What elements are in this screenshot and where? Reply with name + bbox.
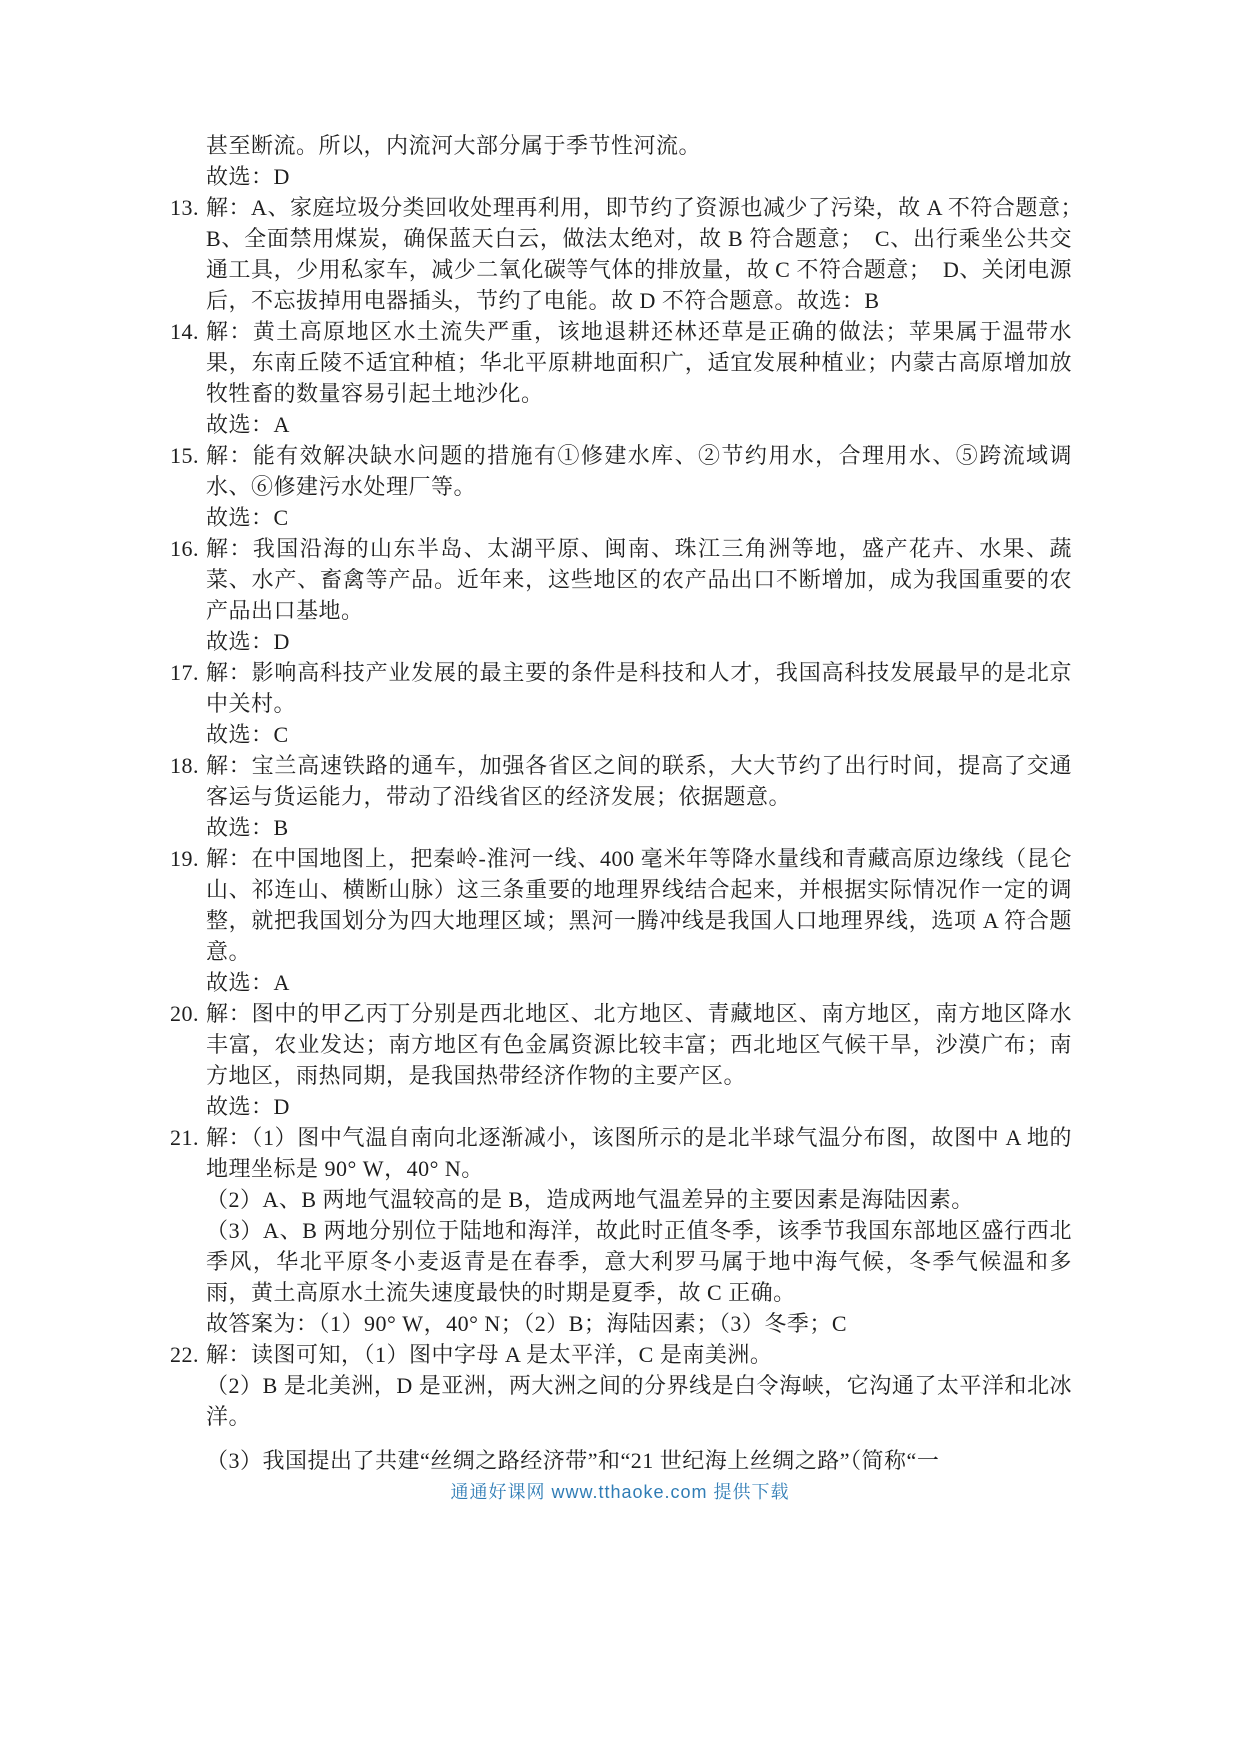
answer-item-13 — [170, 192, 1095, 316]
question-number: 18. — [170, 753, 199, 778]
answer-line: 故选：C — [206, 722, 289, 747]
answer-line: 故选：D — [206, 164, 290, 189]
solution-paragraph: 解：A、家庭垃圾分类回收处理再利用，即节约了资源也减少了污染，故 A 不符合题意； B、全面禁用煤炭，确保蓝天白云，做法太绝对，故 B 符合题意； C、出行乘坐公共交通工具，少用私家车，减少二氧化碳等气体的排放量，故 C 不符合题意； D、关闭电源后，不忘拔掉用电器插头，节约了电能。故 D 不符合题意。故选：B — [206, 195, 1095, 313]
solution-paragraph: 解：影响高科技产业发展的最主要的条件是科技和人才，我国高科技发展最早的是北京中关村。 — [206, 660, 1072, 716]
answer-body — [206, 533, 1072, 657]
question-number: 21. — [170, 1125, 199, 1150]
solution-paragraph: 解：读图可知，（1）图中字母 A 是太平洋，C 是南美洲。 — [206, 1342, 773, 1367]
answer-item-18 — [170, 750, 1072, 843]
solution-paragraph: 解：能有效解决缺水问题的措施有①修建水库、②节约用水，合理用水、⑤跨流域调水、⑥修建污水处理厂等。 — [206, 443, 1072, 499]
question-number: 13. — [170, 195, 199, 220]
solution-paragraph: 解：（1）图中气温自南向北逐渐减小，该图所示的是北半球气温分布图，故图中 A 地的地理坐标是 90° W，40° N。 — [206, 1125, 1072, 1181]
answer-item-16 — [170, 533, 1072, 657]
solution-paragraph: 解：我国沿海的山东半岛、太湖平原、闽南、珠江三角洲等地，盛产花卉、水果、蔬菜、水产、畜禽等产品。近年来，这些地区的农产品出口不断增加，成为我国重要的农产品出口基地。 — [206, 536, 1072, 623]
answer-line: 故选：C — [206, 505, 289, 530]
answer-item-12-continued — [170, 130, 1072, 192]
question-number: 14. — [170, 319, 199, 344]
answer-body — [206, 316, 1072, 440]
answer-body — [206, 440, 1072, 533]
answer-line: 故选：D — [206, 629, 290, 654]
footer-watermark: 通通好课网 www.tthaoke.com 提供下载 — [450, 1482, 790, 1502]
answer-line: 故选：D — [206, 1094, 290, 1119]
answer-line: 故选：A — [206, 412, 290, 437]
solution-paragraph: （3）我国提出了共建“丝绸之路经济带”和“21 世纪海上丝绸之路”（简称“一 — [206, 1448, 940, 1473]
answer-line: 故选：B — [206, 815, 289, 840]
answer-item-21 — [170, 1122, 1072, 1339]
solution-paragraph: （3）A、B 两地分别位于陆地和海洋，故此时正值冬季，该季节我国东部地区盛行西北季风，华北平原冬小麦返青是在春季，意大利罗马属于地中海气候，冬季气候温和多雨，黄土高原水土流失速度最快的时期是夏季，故 C 正确。 — [206, 1218, 1072, 1305]
question-number: 20. — [170, 1001, 199, 1026]
question-number: 19. — [170, 846, 199, 871]
answer-body — [206, 130, 1072, 192]
solution-paragraph: 解：宝兰高速铁路的通车，加强各省区之间的联系，大大节约了出行时间，提高了交通客运与货运能力，带动了沿线省区的经济发展；依据题意。 — [206, 753, 1072, 809]
answer-body — [206, 192, 1095, 316]
solution-paragraph: （2）B 是北美洲，D 是亚洲，两大洲之间的分界线是白令海峡，它沟通了太平洋和北冰洋。 — [206, 1373, 1072, 1429]
answer-body — [206, 843, 1072, 998]
solution-paragraph: 甚至断流。所以，内流河大部分属于季节性河流。 — [206, 133, 702, 158]
solution-paragraph: 解：黄土高原地区水土流失严重，该地退耕还林还草是正确的做法；苹果属于温带水果，东南丘陵不适宜种植；华北平原耕地面积广，适宜发展种植业；内蒙古高原增加放牧牲畜的数量容易引起土地沙化。 — [206, 319, 1072, 406]
question-number: 17. — [170, 660, 199, 685]
answer-body — [206, 657, 1072, 750]
answer-item-19 — [170, 843, 1072, 998]
solution-paragraph: 解：在中国地图上，把秦岭-淮河一线、400 毫米年等降水量线和青藏高原边缘线（昆仑山、祁连山、横断山脉）这三条重要的地理界线结合起来，并根据实际情况作一定的调整，就把我国划分为四大地理区域；黑河一腾冲线是我国人口地理界线，选项 A 符合题意。 — [206, 846, 1072, 964]
solution-paragraph: 解：图中的甲乙丙丁分别是西北地区、北方地区、青藏地区、南方地区，南方地区降水丰富，农业发达；南方地区有色金属资源比较丰富；西北地区气候干旱，沙漠广布；南方地区，雨热同期，是我国热带经济作物的主要产区。 — [206, 1001, 1072, 1088]
answer-item-15 — [170, 440, 1072, 533]
answer-item-14 — [170, 316, 1072, 440]
question-number: 15. — [170, 443, 199, 468]
answer-body — [206, 998, 1072, 1122]
answer-item-20 — [170, 998, 1072, 1122]
answer-body — [206, 1122, 1072, 1339]
answer-item-22 — [170, 1339, 1072, 1476]
question-number: 22. — [170, 1342, 199, 1367]
answer-item-17 — [170, 657, 1072, 750]
answer-line: 故选：A — [206, 970, 290, 995]
answer-body — [206, 750, 1072, 843]
solution-paragraph: （2）A、B 两地气温较高的是 B，造成两地气温差异的主要因素是海陆因素。 — [206, 1187, 974, 1212]
answer-key-content — [170, 130, 1095, 1476]
question-number: 16. — [170, 536, 199, 561]
answer-body — [206, 1339, 1072, 1476]
answer-line: 故答案为：（1）90° W，40° N；（2）B；海陆因素；（3）冬季；C — [206, 1311, 848, 1336]
